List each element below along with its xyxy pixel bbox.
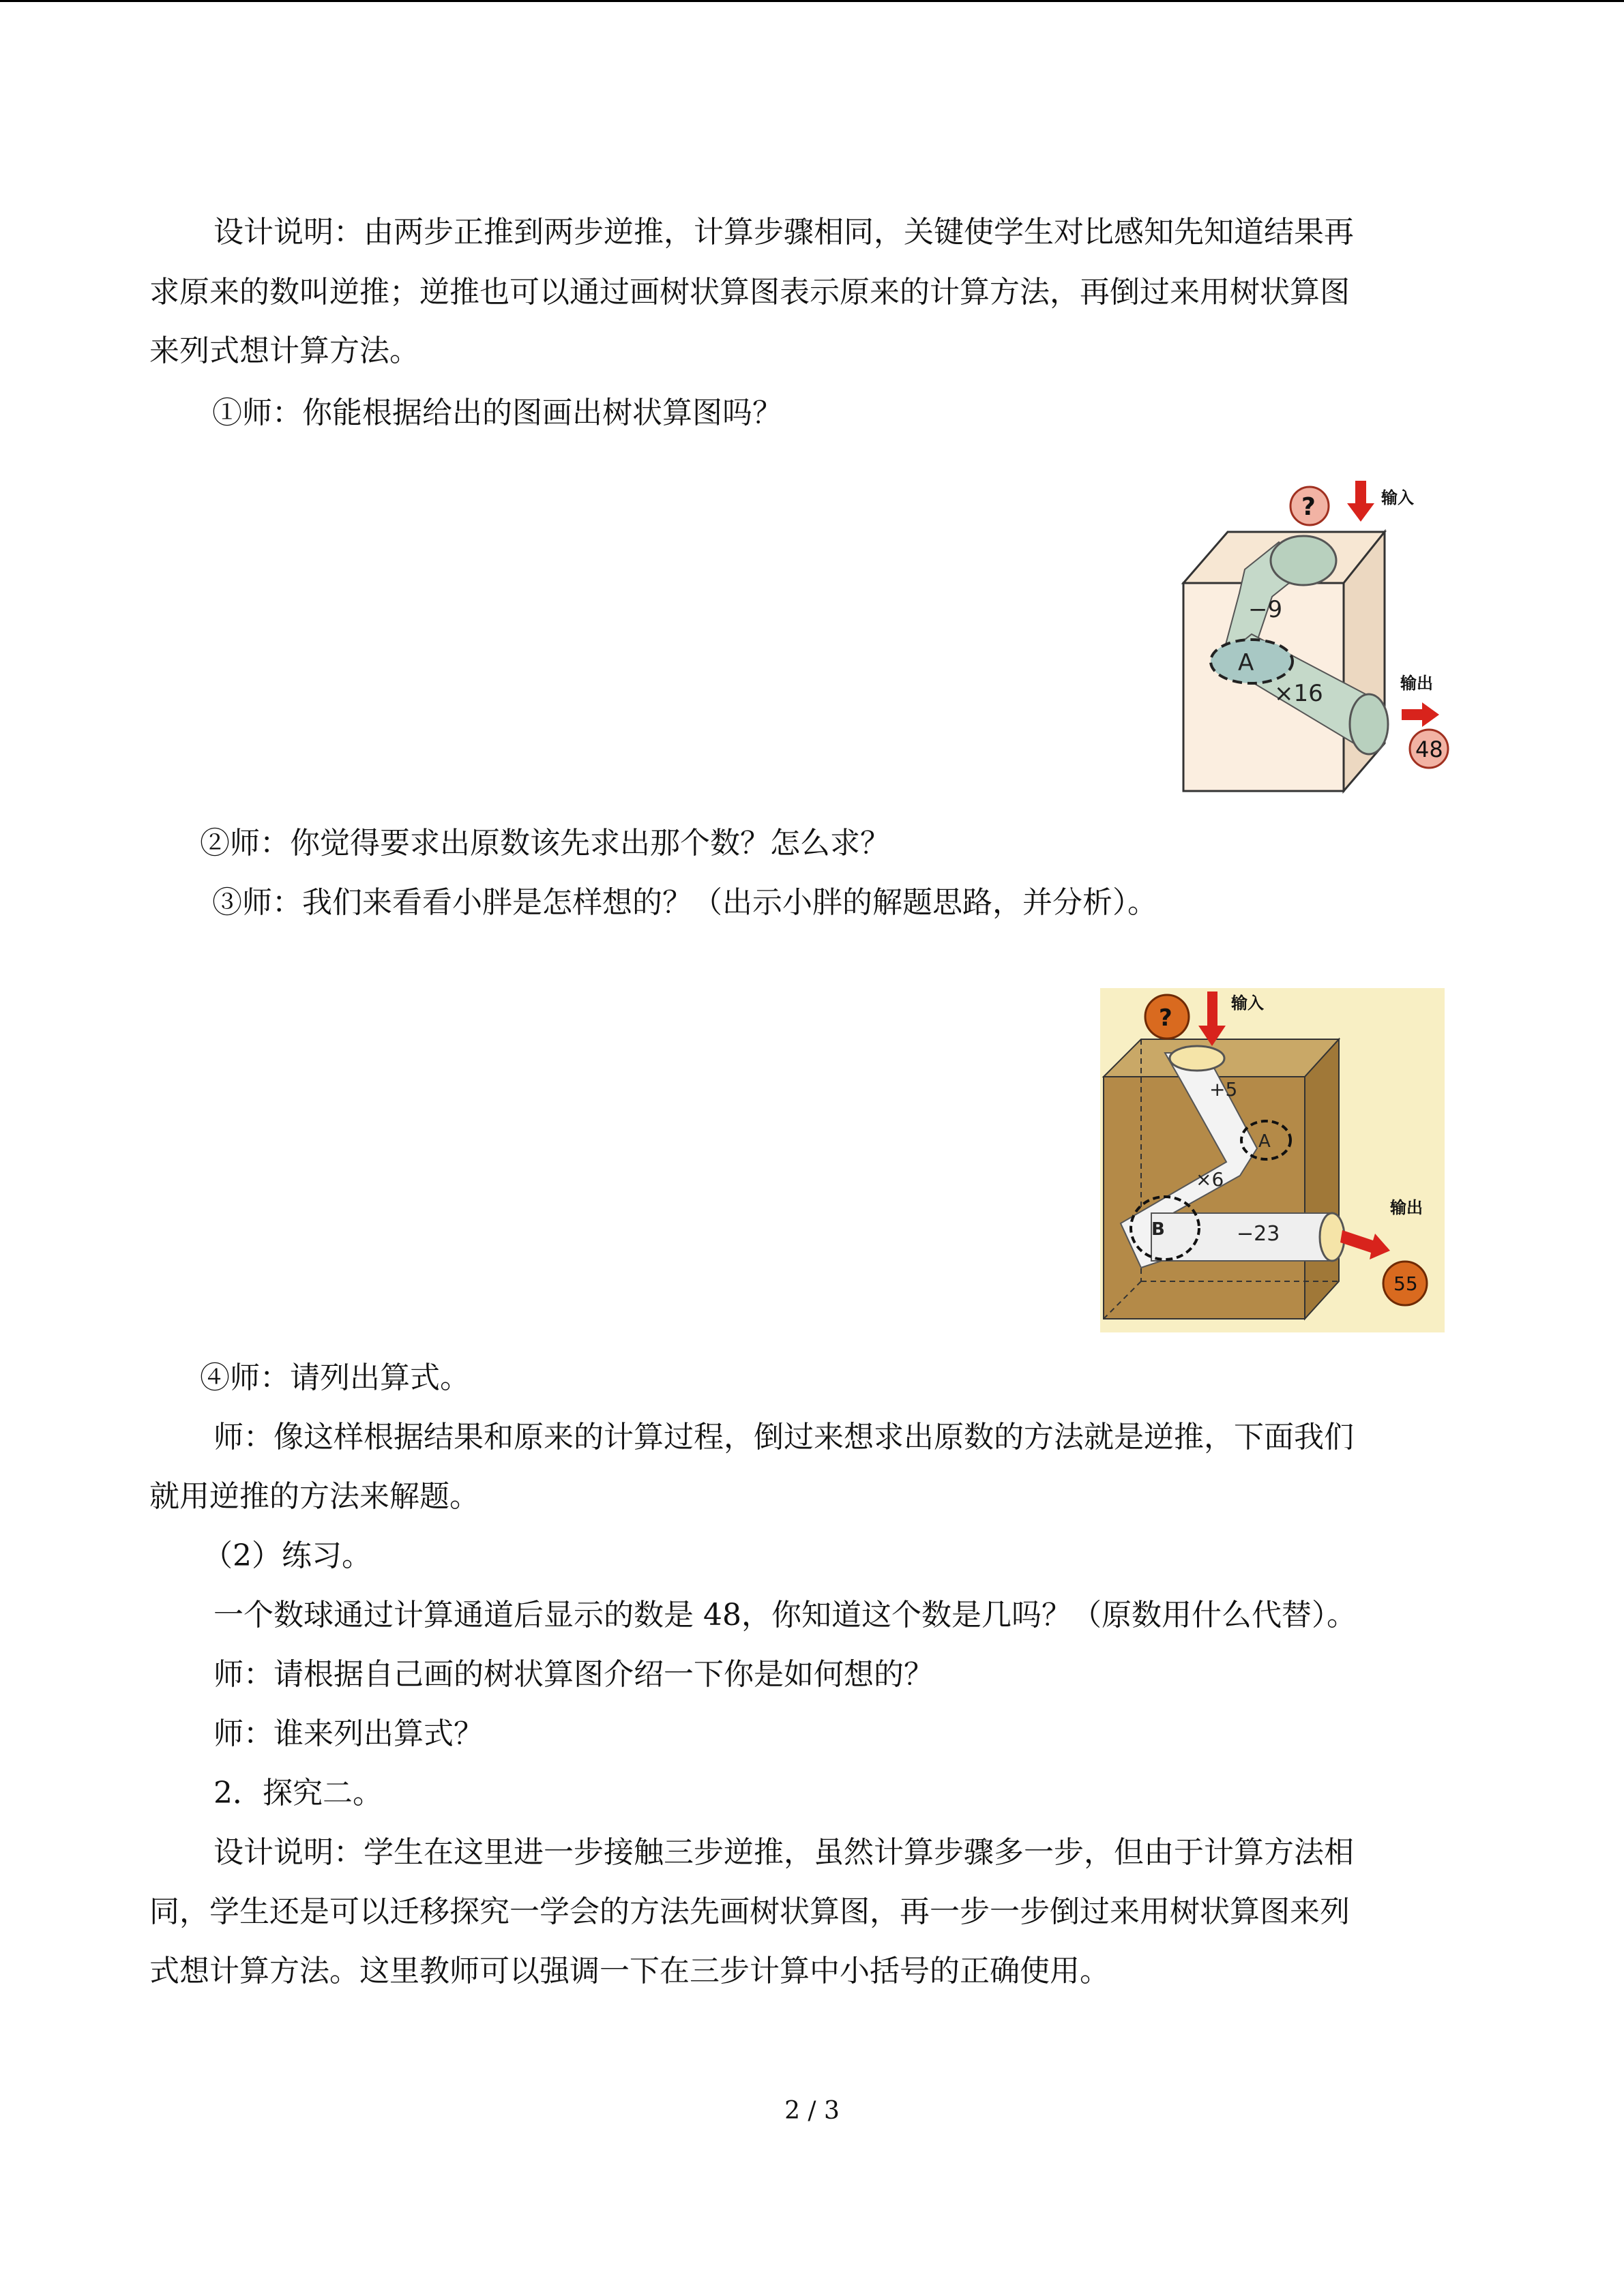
teacher-question-tree: 师：请根据自己画的树状算图介绍一下你是如何想的？ (213, 1657, 934, 1692)
teacher-question-1: ①师：你能根据给出的图画出树状算图吗？ (212, 396, 782, 430)
calculation-channel-figure-2 (1100, 988, 1445, 1332)
section-practice-heading: （2）练习。 (203, 1538, 372, 1573)
calculation-channel-figure-1 (1177, 477, 1463, 798)
section-explore-two-heading: 2．探究二。 (213, 1776, 383, 1810)
output-arrow-icon (1402, 702, 1439, 727)
tube-exit-ellipse (1350, 694, 1388, 754)
input-label: 输入 (1231, 994, 1264, 1013)
paragraph-design-note-1: 设计说明：由两步正推到两步逆推，计算步骤相同，关键使学生对比感知先知道结果再 (213, 215, 1354, 250)
paragraph-design-note-2: 设计说明：学生在这里进一步接触三步逆推，虽然计算步骤多一步，但由于计算方法相 (213, 1835, 1354, 1870)
input-ball-label: ? (1159, 1004, 1172, 1032)
top-border-line (0, 0, 1624, 2)
teacher-prompt-4: ④师：请列出算式。 (200, 1360, 470, 1395)
input-label: 输入 (1381, 488, 1414, 507)
output-value: 48 (1415, 736, 1443, 762)
input-arrow-icon (1347, 481, 1374, 522)
tube-entry-ellipse (1170, 1046, 1224, 1071)
page-number: 2 / 3 (784, 2097, 840, 2125)
node-a-label: A (1238, 649, 1254, 676)
operation-minus-9: −9 (1248, 596, 1283, 623)
operation-minus-23: −23 (1237, 1222, 1280, 1246)
practice-problem: 一个数球通过计算通道后显示的数是 48，你知道这个数是几吗？（原数用什么代替）。 (213, 1598, 1357, 1632)
operation-times-16: ×16 (1274, 680, 1323, 707)
node-a-label: A (1258, 1131, 1271, 1152)
paragraph-reverse-method: 师：像这样根据结果和原来的计算过程，倒过来想求出原数的方法就是逆推，下面我们 (213, 1420, 1354, 1455)
paragraph-design-note-2-cont: 同，学生还是可以迁移探究一学会的方法先画树状算图，再一步一步倒过来用树状算图来列 (149, 1894, 1350, 1929)
node-b-label: B (1151, 1219, 1165, 1240)
teacher-question-3: ③师：我们来看看小胖是怎样想的？（出示小胖的解题思路，并分析）。 (212, 885, 1157, 920)
tube-entry-ellipse (1271, 536, 1336, 585)
paragraph-design-note-1-end: 来列式想计算方法。 (149, 333, 419, 368)
paragraph-design-note-1-cont: 求原来的数叫逆推；逆推也可以通过画树状算图表示原来的计算方法，再倒过来用树状算图 (149, 275, 1350, 310)
teacher-question-formula: 师：谁来列出算式？ (213, 1716, 484, 1751)
input-ball-label: ? (1301, 493, 1316, 521)
operation-plus-5: +5 (1209, 1078, 1238, 1101)
operation-times-6: ×6 (1196, 1168, 1224, 1191)
tube-exit-ellipse (1320, 1213, 1344, 1261)
output-label: 输出 (1390, 1198, 1423, 1217)
teacher-question-2: ②师：你觉得要求出原数该先求出那个数？怎么求？ (200, 826, 890, 861)
paragraph-design-note-2-end: 式想计算方法。这里教师可以强调一下在三步计算中小括号的正确使用。 (149, 1954, 1110, 1988)
output-value: 55 (1393, 1272, 1418, 1295)
paragraph-reverse-method-cont: 就用逆推的方法来解题。 (149, 1479, 479, 1514)
output-label: 输出 (1400, 674, 1433, 693)
